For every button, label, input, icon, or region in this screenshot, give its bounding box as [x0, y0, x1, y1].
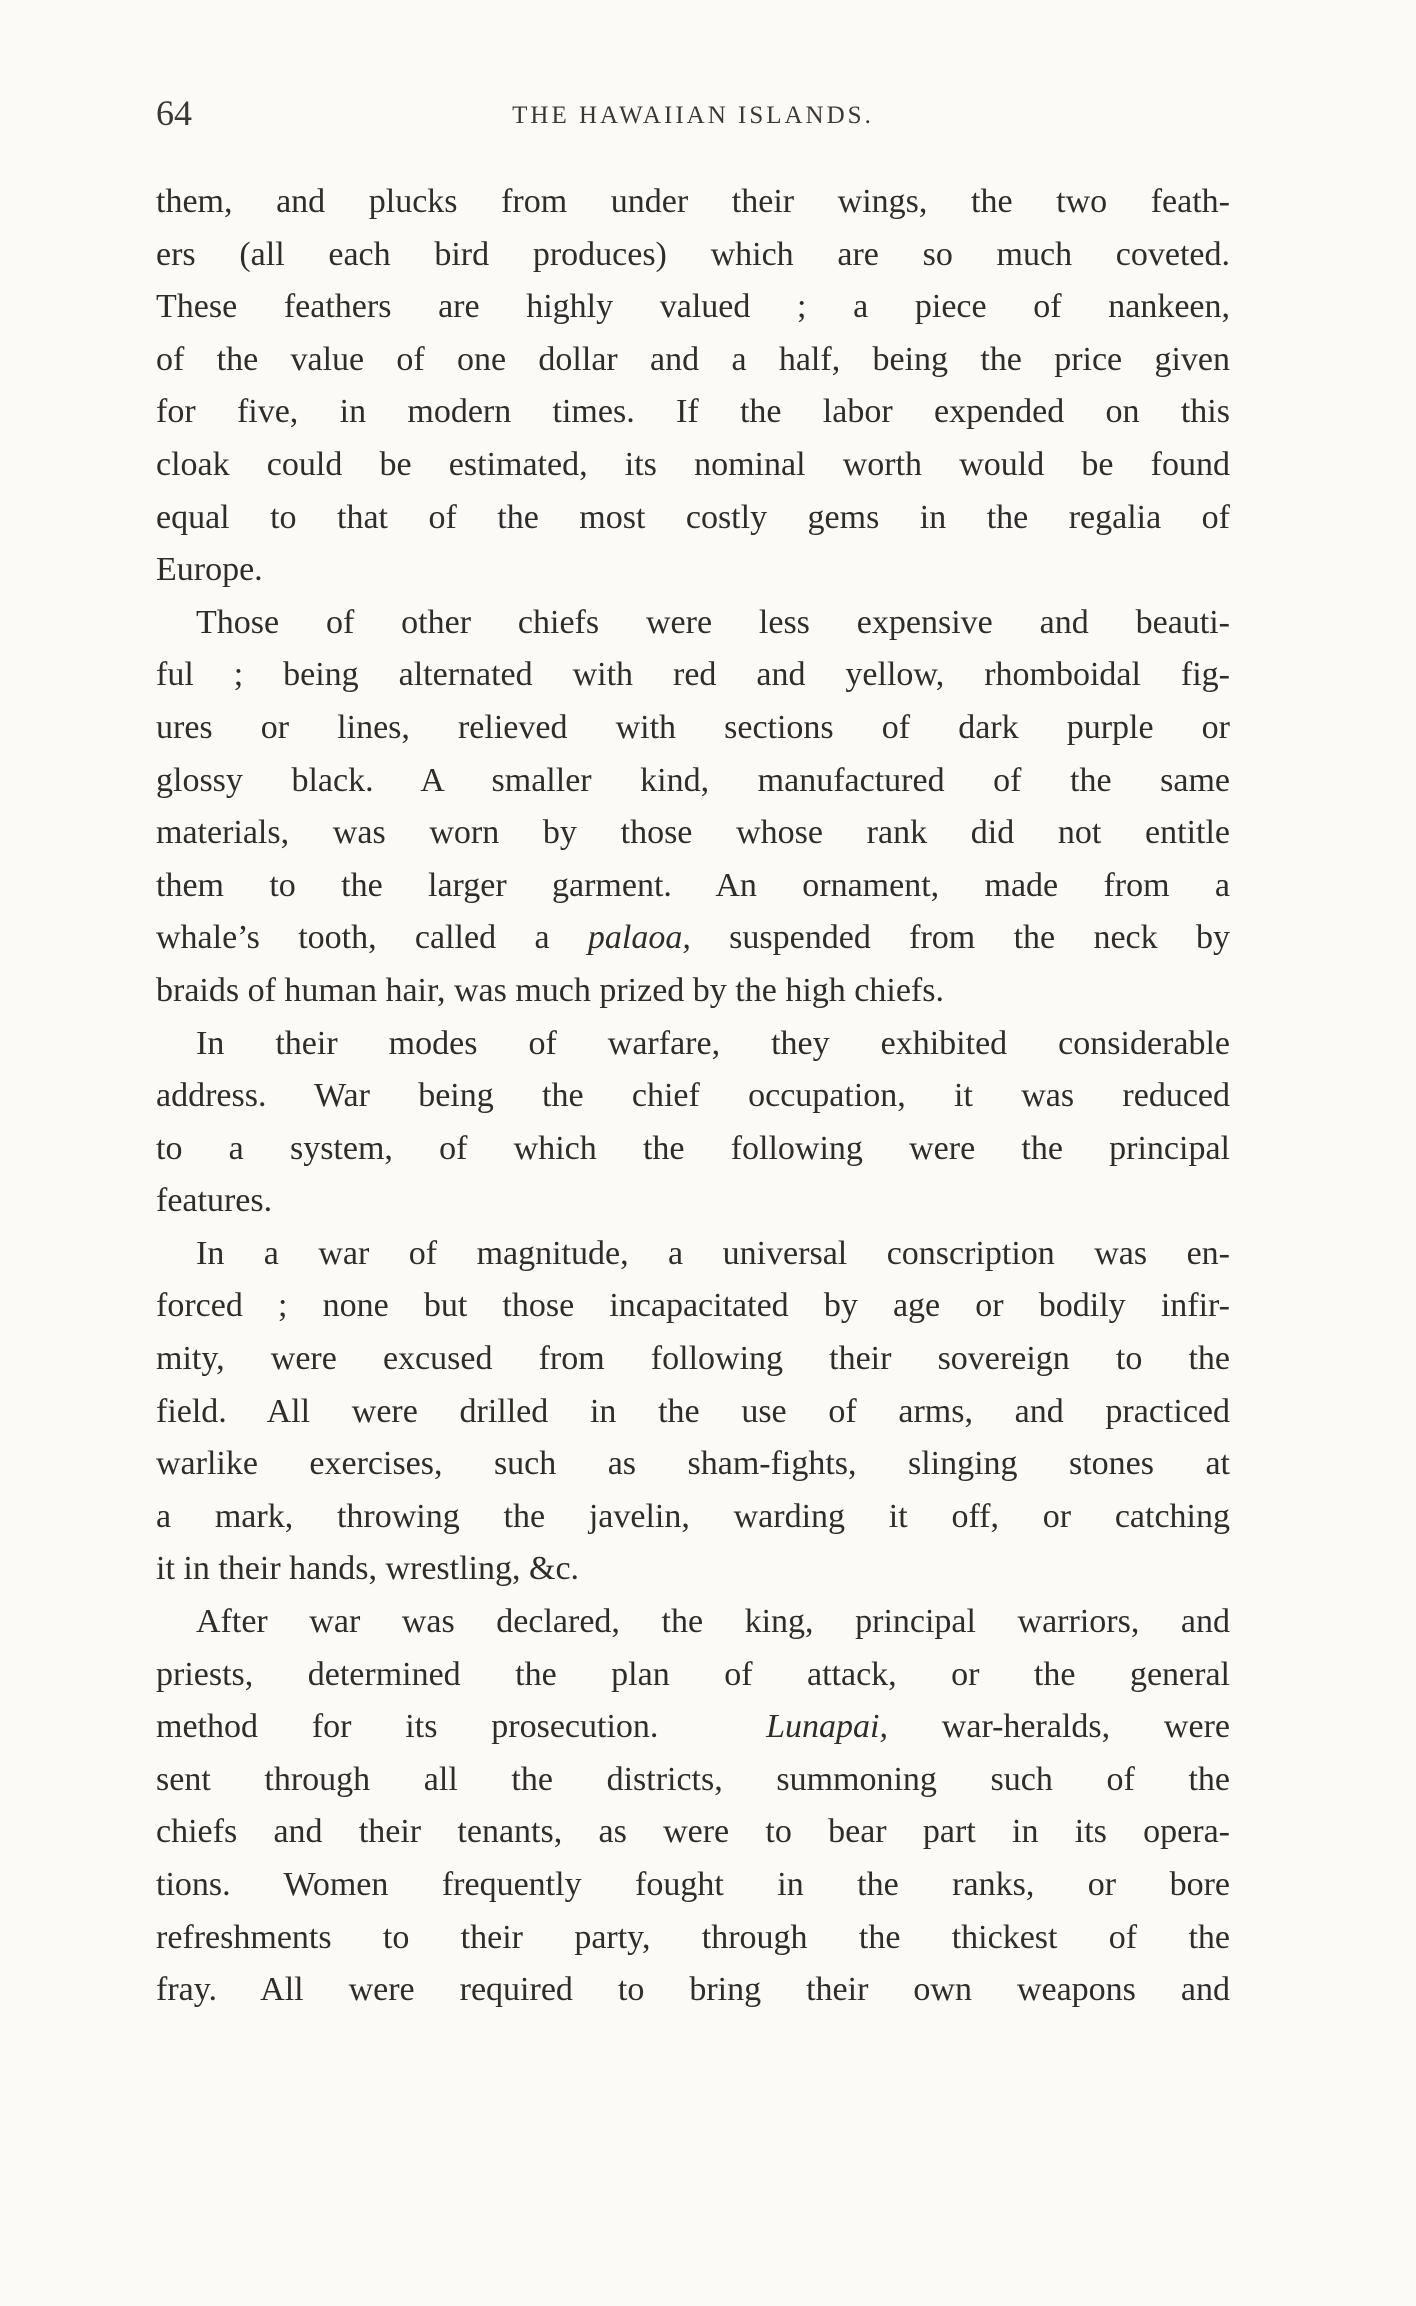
text-line: ures or lines, relieved with sections of dark purple or — [156, 708, 1230, 746]
text-segment: war-heralds, were — [887, 1708, 1230, 1746]
text-line: mity, were excused from following their sovereign to the — [156, 1340, 1230, 1378]
text-line: for five, in modern times. If the labor expended on this — [156, 393, 1230, 431]
text-segment: suspended from the neck by — [690, 919, 1230, 957]
text-line: warlike exercises, such as sham-fights, slinging stones at — [156, 1445, 1230, 1483]
running-head: THE HAWAIIAN ISLANDS. — [512, 102, 874, 129]
text-line: them to the larger garment. An ornament, made from a — [156, 866, 1230, 904]
page-header — [156, 92, 1230, 152]
italic-term: Lunapai, — [766, 1708, 888, 1746]
text-line — [156, 912, 1230, 965]
text-line: chiefs and their tenants, as were to bear part in its opera- — [156, 1813, 1230, 1851]
text-line: In their modes of warfare, they exhibited considerable — [196, 1024, 1230, 1062]
text-line: Those of other chiefs were less expensive and beauti- — [196, 603, 1230, 641]
text-line: priests, determined the plan of attack, or the general — [156, 1655, 1230, 1693]
text-line: of the value of one dollar and a half, being the price given — [156, 340, 1230, 378]
text-line: it in their hands, wrestling, &c. — [156, 1550, 580, 1588]
text-line: field. All were drilled in the use of arms, and practiced — [156, 1392, 1230, 1430]
text-line: ful ; being alternated with red and yellow, rhomboidal fig- — [156, 656, 1230, 694]
text-line: These feathers are highly valued ; a piece of nankeen, — [156, 288, 1230, 326]
text-line: materials, was worn by those whose rank did not entitle — [156, 814, 1230, 852]
text-line: braids of human hair, was much prized by the high chiefs. — [156, 971, 944, 1009]
page-number: 64 — [156, 93, 192, 133]
text-line: After war was declared, the king, principal warriors, and — [196, 1603, 1230, 1641]
text-line: equal to that of the most costly gems in the regalia of — [156, 498, 1230, 536]
text-line: refreshments to their party, through the thickest of the — [156, 1918, 1230, 1956]
text-line: features. — [156, 1182, 273, 1220]
text-line: tions. Women frequently fought in the ranks, or bore — [156, 1866, 1230, 1903]
text-line: address. War being the chief occupation, it was reduced — [156, 1077, 1230, 1115]
text-line: cloak could be estimated, its nominal worth would be found — [156, 445, 1230, 483]
text-line: fray. All were required to bring their own weapons and — [156, 1971, 1230, 2009]
text-line: a mark, throwing the javelin, warding it off, or catching — [156, 1497, 1230, 1535]
text-line — [156, 1701, 1230, 1754]
text-segment: whale’s tooth, called a — [156, 919, 588, 957]
text-line: them, and plucks from under their wings, the two feath- — [156, 183, 1230, 220]
body-text — [156, 176, 1230, 2017]
text-line: glossy black. A smaller kind, manufactured of the same — [156, 761, 1230, 799]
text-line: ers (all each bird produces) which are so much coveted. — [156, 235, 1230, 273]
text-line: Europe. — [156, 551, 263, 589]
text-segment: method for its prosecution. — [156, 1708, 659, 1746]
text-line: sent through all the districts, summoning such of the — [156, 1760, 1230, 1798]
text-line: to a system, of which the following were the principal — [156, 1129, 1230, 1167]
text-line: In a war of magnitude, a universal conscription was en- — [196, 1234, 1230, 1272]
italic-term: palaoa, — [587, 919, 691, 957]
text-line: forced ; none but those incapacitated by age or bodily infir- — [156, 1287, 1230, 1325]
